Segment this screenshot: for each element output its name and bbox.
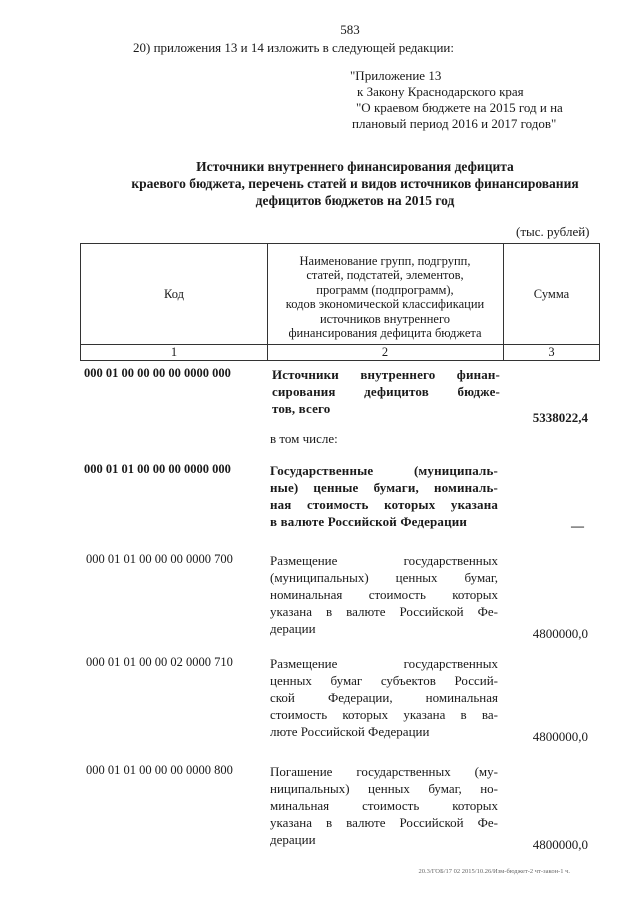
column-number-3: 3 [548, 345, 555, 360]
row-code: 000 01 01 00 00 00 0000 700 [86, 552, 233, 566]
row-name-line: ниципальных) ценных бумаг, но- [270, 781, 498, 796]
row-name-line: минальная стоимость которых [270, 798, 498, 813]
row-name-line: Размещение государственных [270, 553, 498, 568]
page-number: 583 [340, 22, 360, 37]
row-name-line: тов, всего [272, 401, 331, 416]
row-sum: 4800000,0 [532, 837, 588, 852]
header-sum: Сумма [533, 286, 570, 301]
header-name-line: финансирования дефицита бюджета [288, 326, 482, 340]
row-name-line: в том числе: [270, 431, 338, 446]
document-title [60, 158, 640, 209]
row-code: 000 01 01 00 00 00 0000 000 [84, 462, 231, 476]
column-number-2: 2 [381, 345, 389, 360]
row-sum: 4800000,0 [532, 626, 588, 641]
unit-label: (тыс. рублей) [516, 224, 590, 239]
row-name-line: указана в валюте Российской Фе- [270, 604, 498, 619]
appendix-line: плановый период 2016 и 2017 годов" [352, 116, 557, 131]
row-code: 000 01 01 00 00 02 0000 710 [86, 655, 233, 669]
appendix-line: "О краевом бюджете на 2015 год и на [356, 100, 563, 115]
row-name-line: ской Федерации, номинальная [270, 690, 498, 705]
row-name [272, 366, 500, 417]
appendix-line: "Приложение 13 [350, 68, 442, 83]
row-name-line: дерации [270, 621, 316, 636]
appendix-line: к Закону Краснодарского края [357, 84, 524, 99]
row-name-line: ная стоимость которых указана [270, 497, 498, 512]
row-name-line: люте Российской Федерации [270, 724, 430, 739]
row-name-line: в валюте Российской Федерации [270, 514, 467, 529]
row-name-line: указана в валюте Российской Фе- [270, 815, 498, 830]
table-header [80, 243, 600, 361]
row-name [270, 430, 498, 447]
row-name-line: дерации [270, 832, 316, 847]
header-name-line: программ (подпрограмм), [316, 282, 454, 297]
row-name-line: Государственные (муниципаль- [270, 463, 498, 478]
header-name-line: источников внутреннего [319, 311, 451, 326]
row-name-line: (муниципальных) ценных бумаг, [270, 570, 498, 585]
row-name-line: сирования дефицитов бюдже- [272, 384, 500, 399]
title-line: Источники внутреннего финансирования дефицита [196, 159, 514, 174]
row-name-line: номинальная стоимость которых [270, 587, 498, 602]
row-sum: 4800000,0 [532, 729, 588, 744]
column-number-1: 1 [170, 345, 178, 360]
header-name [267, 250, 503, 344]
row-name-line: Погашение государственных (му- [270, 764, 498, 779]
header-name-line: кодов экономической классификации [285, 297, 485, 311]
header-code: Код [164, 286, 184, 301]
title-line: краевого бюджета, перечень статей и видов источников финансирования [131, 176, 579, 191]
row-name [270, 462, 498, 530]
row-name [270, 763, 498, 848]
row-name-line: ные) ценные бумаги, номиналь- [270, 480, 498, 495]
title-line: дефицитов бюджетов на 2015 год [255, 193, 455, 208]
amendment-intro: 20) приложения 13 и 14 изложить в следующей редакции: [133, 40, 454, 55]
appendix-header [350, 68, 563, 132]
row-name-line: ценных бумаг субъектов Россий- [270, 673, 498, 688]
row-code: 000 01 01 00 00 00 0000 800 [86, 763, 233, 777]
row-name-line: стоимость которых указана в ва- [270, 707, 498, 722]
row-name-line: Источники внутреннего финан- [272, 367, 500, 382]
row-name [270, 552, 498, 637]
row-name-line: Размещение государственных [270, 656, 498, 671]
row-code: 000 01 00 00 00 00 0000 000 [84, 366, 231, 380]
row-name [270, 655, 498, 740]
header-name-line: Наименование групп, подгрупп, [299, 253, 471, 268]
row-sum: — [571, 518, 584, 533]
row-sum: 5338022,4 [532, 410, 588, 425]
document-footer: 20.3/ГОБ/17 02 2015/10.26/Изм-бюджет-2 чт-закон-1 ч. [418, 868, 570, 875]
header-name-line: статей, подстатей, элементов, [306, 268, 464, 282]
